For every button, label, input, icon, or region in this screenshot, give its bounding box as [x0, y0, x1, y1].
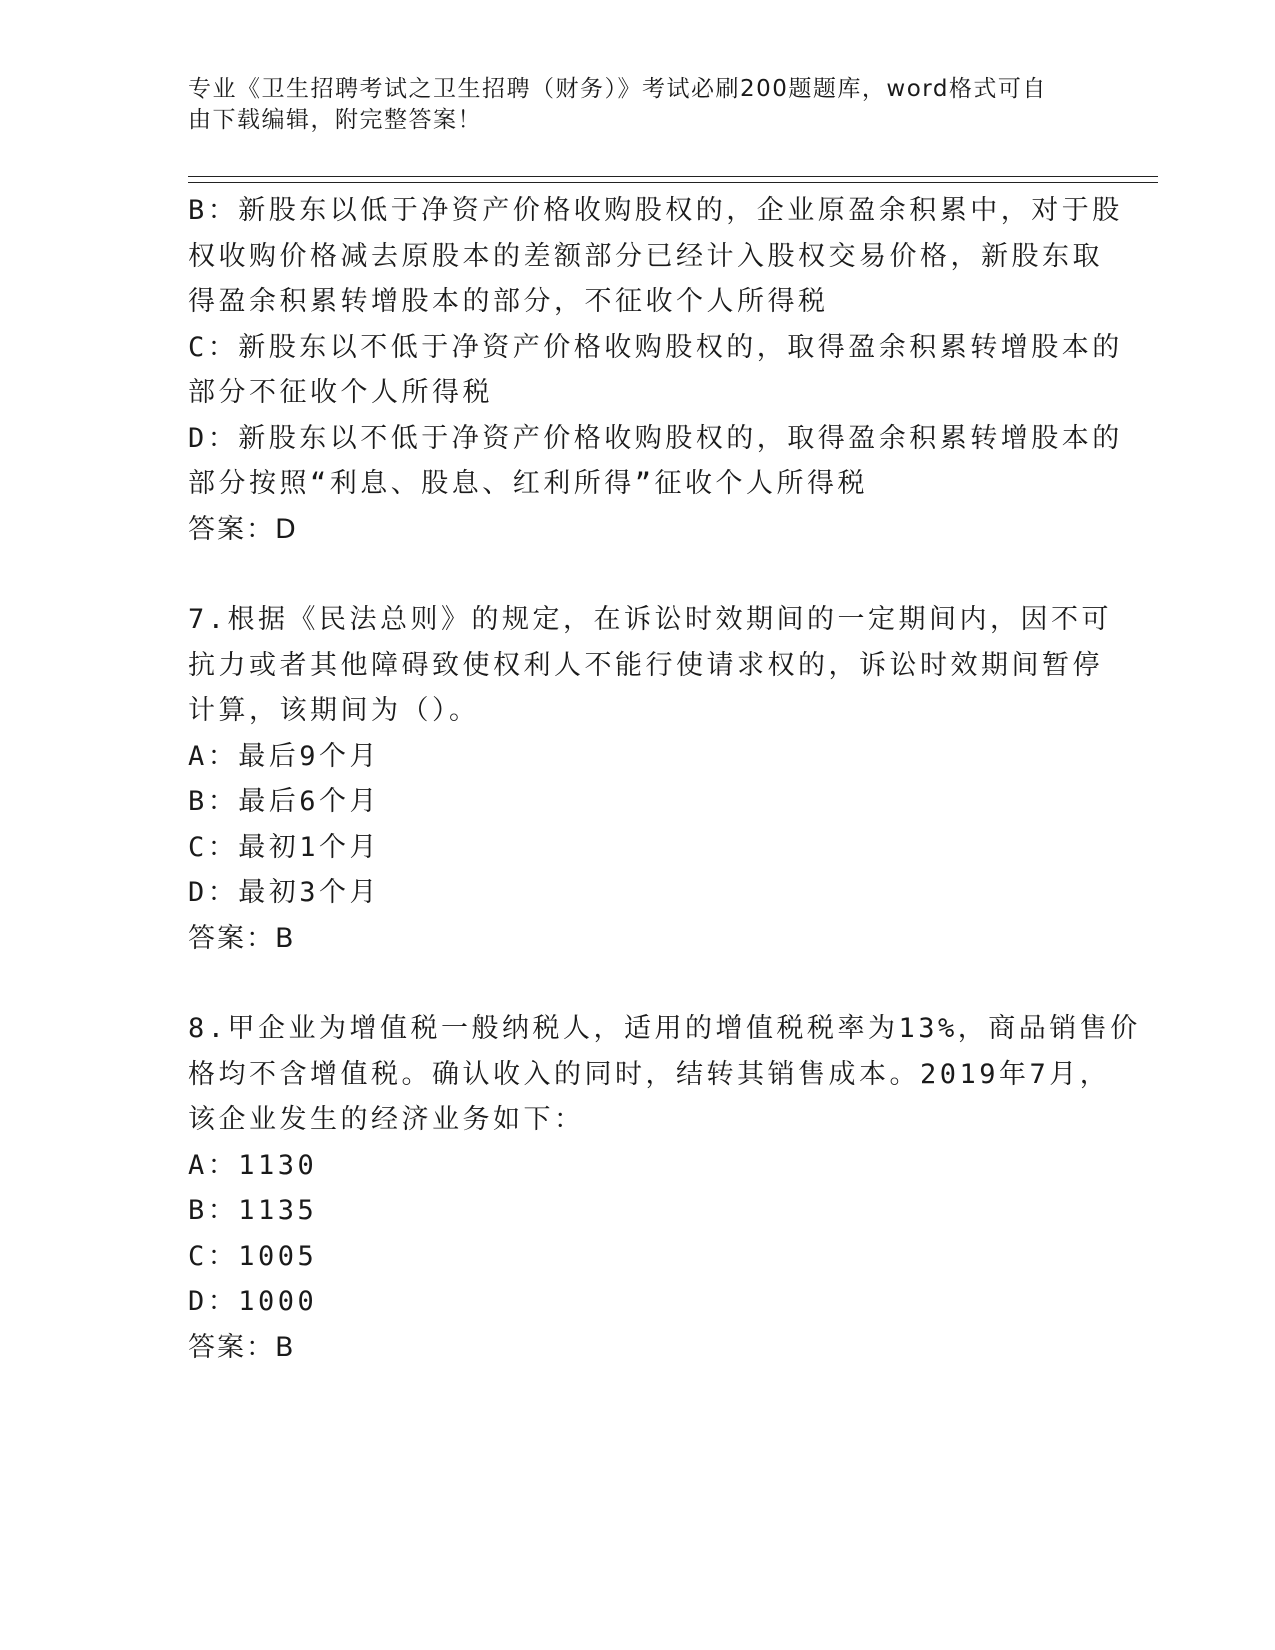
question-stem-line: 该企业发生的经济业务如下：	[188, 1104, 585, 1135]
option-line: B：新股东以低于净资产价格收购股权的，企业原盈余积累中，对于股	[188, 195, 1123, 226]
header-divider-top	[188, 176, 1158, 177]
document-header	[188, 74, 1068, 136]
option-line: C：新股东以不低于净资产价格收购股权的，取得盈余积累转增股本的	[188, 331, 1123, 363]
option-b	[188, 188, 1123, 325]
option-line: D：新股东以不低于净资产价格收购股权的，取得盈余积累转增股本的	[188, 422, 1123, 454]
option-d: D：最初3个月	[188, 877, 381, 908]
option-d: D：1000	[188, 1286, 318, 1317]
option-b: B：最后6个月	[188, 786, 381, 817]
option-line: 部分不征收个人所得税	[188, 377, 493, 408]
answer-label: 答案：B	[188, 1331, 296, 1363]
option-line: 得盈余积累转增股本的部分，不征收个人所得税	[188, 286, 829, 317]
option-line: 权收购价格减去原股本的差额部分已经计入股权交易价格，新股东取	[188, 240, 1103, 272]
question-7	[188, 597, 1113, 961]
spacer	[188, 961, 1088, 1006]
option-c: C：1005	[188, 1240, 318, 1272]
question-stem-line: 8.甲企业为增值税一般纳税人，适用的增值税税率为13%，商品销售价	[188, 1013, 1141, 1044]
question-stem-line: 7.根据《民法总则》的规定，在诉讼时效期间的一定期间内，因不可	[188, 604, 1113, 635]
header-line-2: 由下载编辑，附完整答案！	[188, 107, 482, 133]
option-line: 部分按照“利息、股息、红利所得”征收个人所得税	[188, 468, 869, 499]
answer-label: 答案：B	[188, 922, 296, 954]
question-stem-line: 格均不含增值税。确认收入的同时，结转其销售成本。2019年7月，	[188, 1058, 1111, 1090]
option-d	[188, 416, 1123, 507]
question-8	[188, 1006, 1141, 1370]
option-a: A：1130	[188, 1149, 318, 1181]
question-6	[188, 188, 1123, 552]
header-line-1: 专业《卫生招聘考试之卫生招聘（财务）》考试必刷200题题库，word格式可自	[188, 76, 1047, 102]
header-divider-bottom	[188, 182, 1158, 183]
question-stem-line: 抗力或者其他障碍致使权利人不能行使请求权的，诉讼时效期间暂停	[188, 649, 1103, 681]
answer-label: 答案：D	[188, 513, 298, 545]
spacer	[188, 552, 1088, 597]
question-content	[188, 188, 1141, 1370]
option-b: B：1135	[188, 1195, 318, 1226]
option-c	[188, 325, 1123, 416]
question-stem-line: 计算，该期间为（）。	[188, 695, 480, 726]
option-a: A：最后9个月	[188, 740, 381, 772]
option-c: C：最初1个月	[188, 831, 381, 863]
